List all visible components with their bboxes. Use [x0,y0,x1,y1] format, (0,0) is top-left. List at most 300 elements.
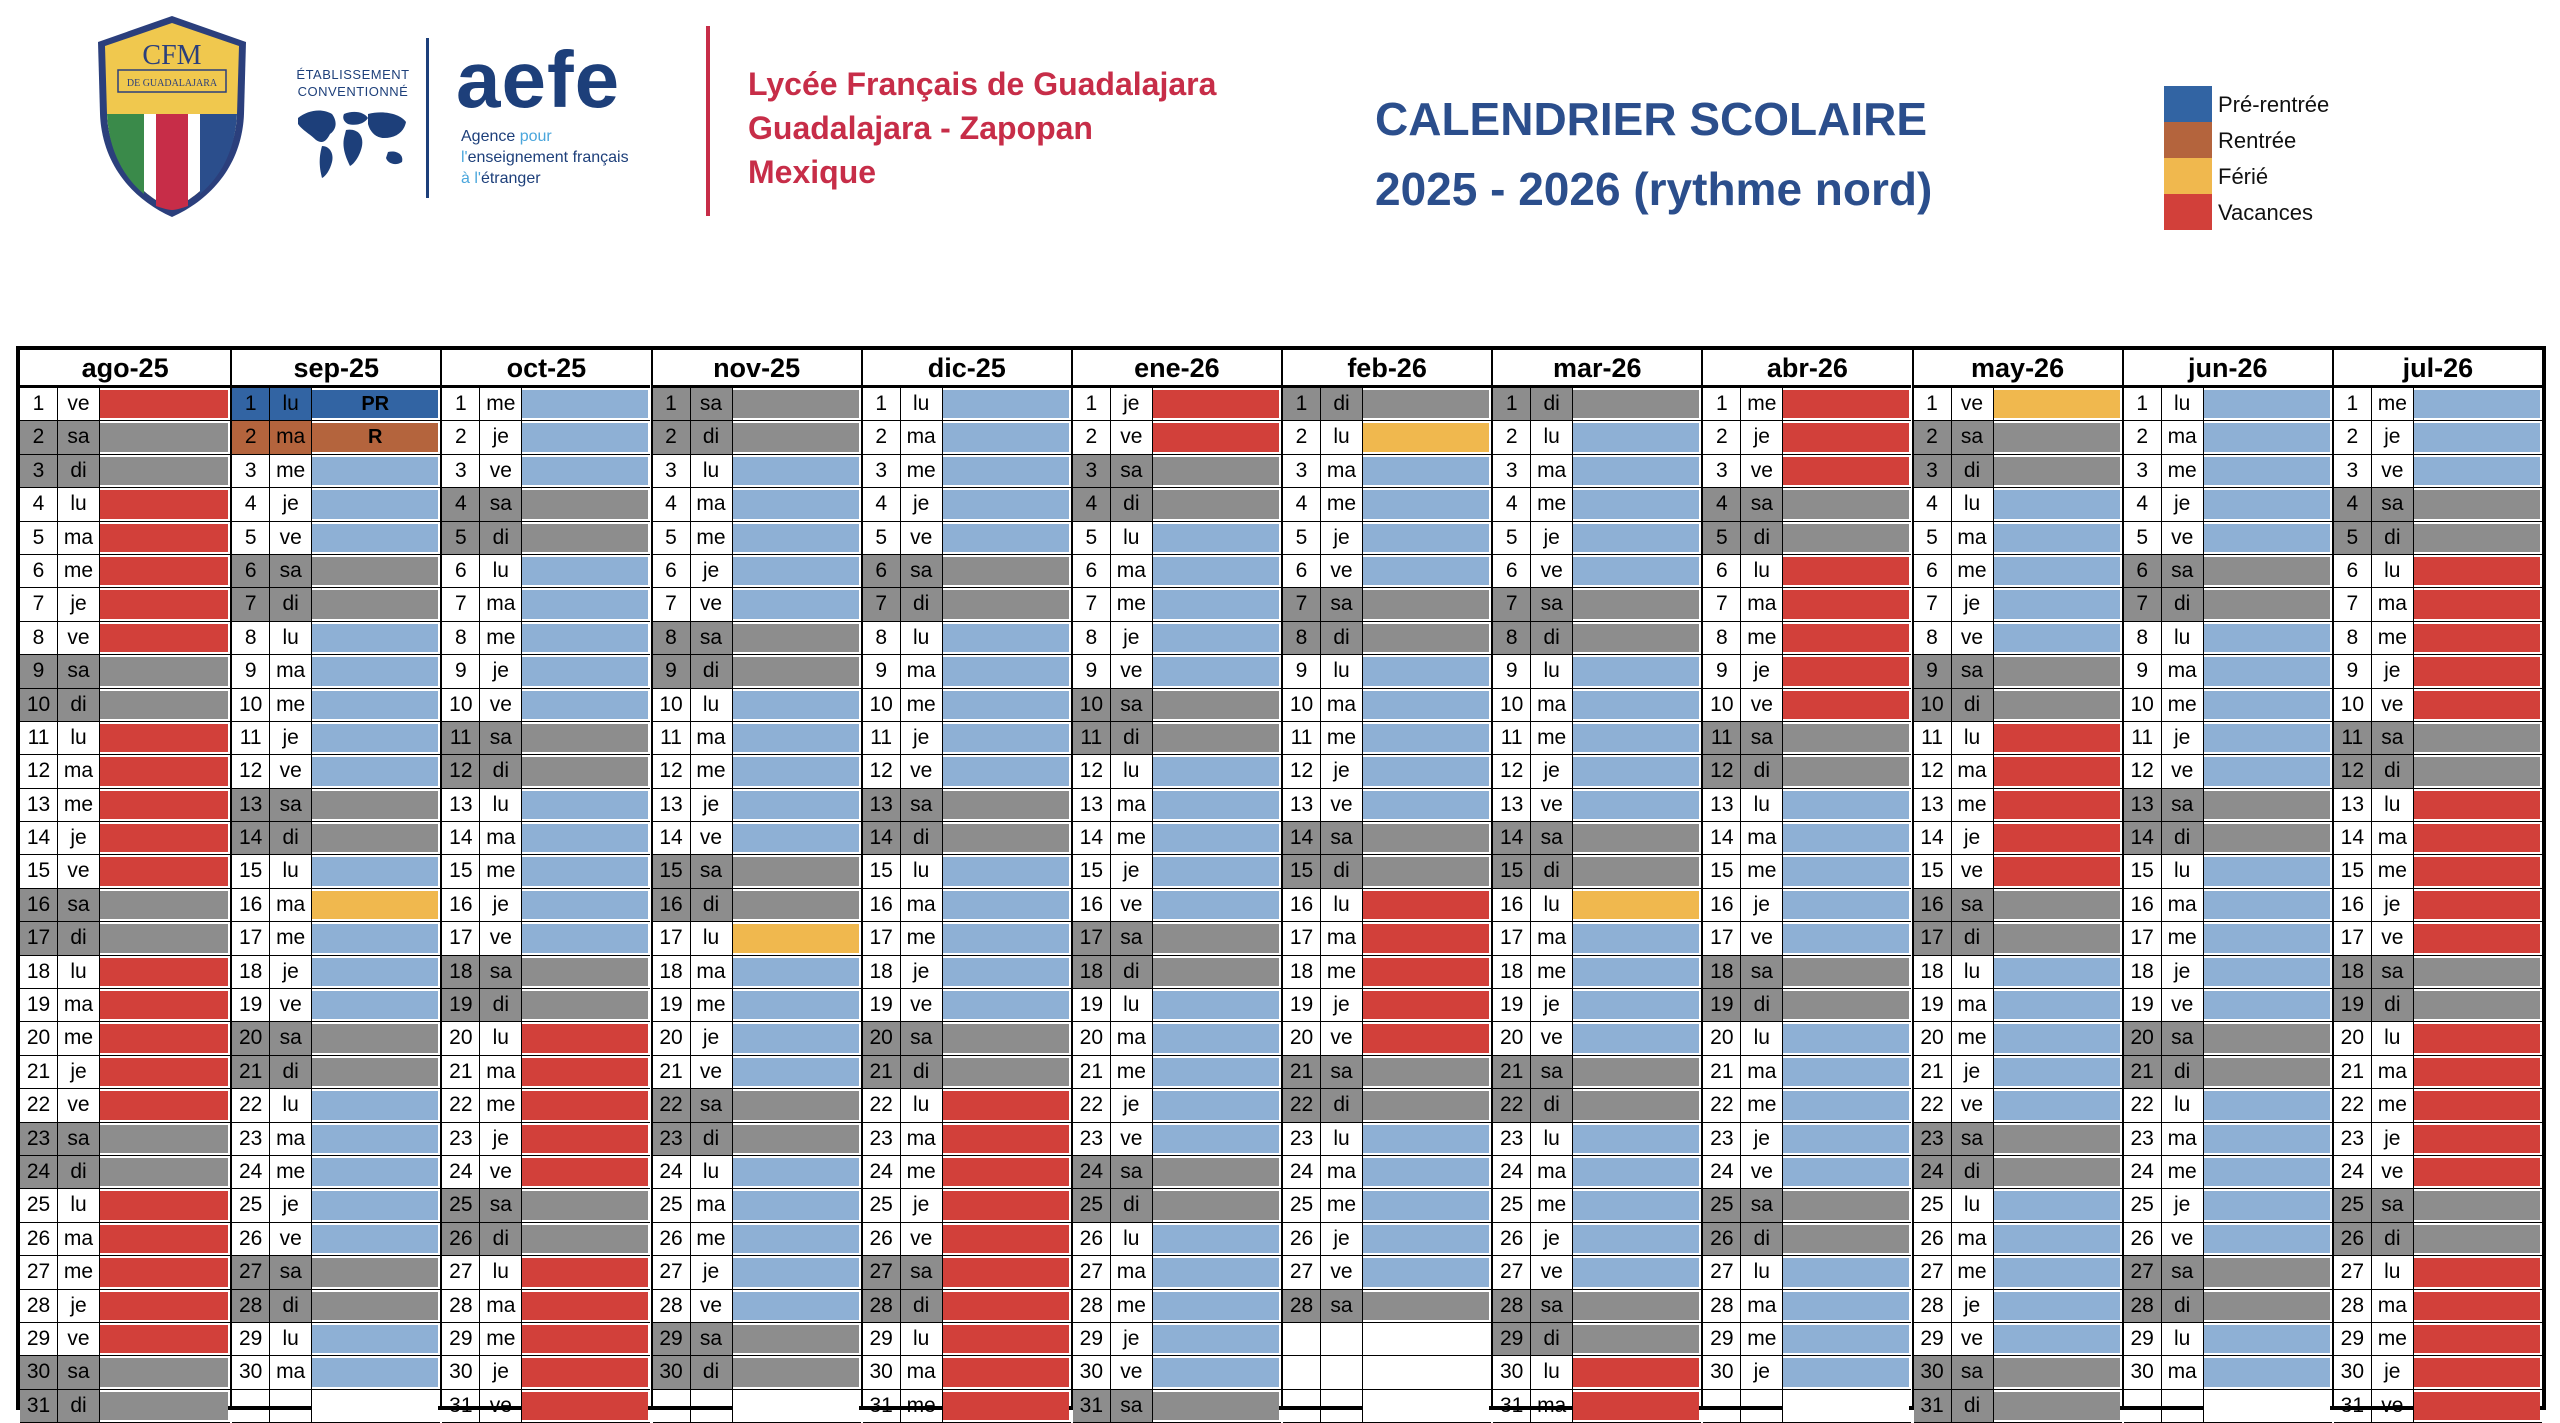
day-number: 12 [2124,755,2162,787]
day-row [1914,1056,2122,1089]
day-number: 10 [653,689,691,721]
day-status-weekend [2414,1225,2540,1253]
day-weekday: di [1741,755,1783,787]
day-number: 28 [1073,1290,1111,1322]
day-row [232,488,440,521]
school-line3: Mexique [748,154,877,190]
month-column-mar-26 [1491,350,1701,1417]
day-row [2334,789,2542,822]
day-row [232,555,440,588]
day-weekday: sa [1741,722,1783,754]
day-row [653,522,861,555]
day-weekday: ve [1111,421,1153,453]
day-row [20,522,230,555]
day-row [232,655,440,688]
day-weekday: sa [58,889,100,921]
day-weekday: ve [691,1056,733,1088]
day-number: 5 [2334,522,2372,554]
day-number: 11 [2124,722,2162,754]
day-row [1914,1156,2122,1189]
day-weekday: ma [1321,455,1363,487]
day-row [2124,922,2332,955]
day-row [1914,1189,2122,1222]
day-number: 18 [1703,956,1741,988]
day-status-school [522,657,648,685]
day-status-school [1153,891,1279,919]
day-status-school [1153,657,1279,685]
day-status-vacances [522,1091,648,1119]
day-status-weekend [733,1125,859,1153]
day-status-vacances [100,1258,228,1286]
day-weekday: sa [1321,1056,1363,1088]
day-status-weekend [1573,624,1699,652]
day-row [1073,1022,1281,1055]
day-number: 15 [863,855,901,887]
day-status-weekend [1573,824,1699,852]
day-weekday: sa [691,1089,733,1121]
day-number: 26 [2124,1223,2162,1255]
day-row [20,889,230,922]
day-weekday: sa [1952,889,1994,921]
day-weekday: me [1531,488,1573,520]
day-row [653,1189,861,1222]
day-number: 11 [863,722,901,754]
day-status-weekend [100,924,228,952]
day-weekday: ma [1321,1156,1363,1188]
day-number: 24 [442,1156,480,1188]
day-status-vacances [2414,1258,2540,1286]
day-weekday: me [691,755,733,787]
day-weekday: di [2372,522,2414,554]
day-weekday: ve [1531,789,1573,821]
day-number: 16 [863,889,901,921]
day-number: 2 [1703,421,1741,453]
day-weekday: di [58,1156,100,1188]
day-weekday: je [2162,488,2204,520]
day-status-school [1573,1125,1699,1153]
day-number: 26 [1283,1223,1321,1255]
day-row [442,755,650,788]
day-weekday: lu [1741,1022,1783,1054]
day-status-school [312,1225,438,1253]
day-status-weekend [733,624,859,652]
aefe-tag-part: Agence [461,128,516,145]
day-status-school [943,624,1069,652]
day-number: 23 [2334,1123,2372,1155]
day-weekday: di [2372,1223,2414,1255]
day-weekday: me [901,455,943,487]
day-status-school [1994,1091,2120,1119]
day-weekday: di [270,588,312,620]
day-row [232,1123,440,1156]
day-number: 2 [1073,421,1111,453]
day-weekday: sa [58,1123,100,1155]
day-status-school [2204,490,2330,518]
day-row [1493,889,1701,922]
day-status-weekend [522,490,648,518]
day-row [1493,755,1701,788]
day-weekday: lu [2372,555,2414,587]
day-number: 13 [653,789,691,821]
day-row [2334,755,2542,788]
day-status-school [1573,1158,1699,1186]
day-weekday: me [2162,1156,2204,1188]
day-number: 6 [1914,555,1952,587]
day-row [2124,522,2332,555]
day-number: 30 [653,1356,691,1388]
day-status-school [1783,857,1909,885]
day-status-school [522,791,648,819]
day-row [1283,1056,1491,1089]
day-weekday: je [1741,1356,1783,1388]
day-status-school [1783,1125,1909,1153]
day-weekday: di [58,1390,100,1422]
day-weekday: sa [691,388,733,420]
day-row [653,1390,861,1423]
day-status-school [312,1158,438,1186]
day-row [1073,855,1281,888]
day-status-school [943,991,1069,1019]
day-row [2334,455,2542,488]
day-status-school [2204,390,2330,418]
day-status-vacances [2414,590,2540,618]
day-row [442,1022,650,1055]
day-status-school [1994,524,2120,552]
day-status-school [943,857,1069,885]
day-number: 7 [20,588,58,620]
day-number: 13 [232,789,270,821]
day-status-vacances [100,1225,228,1253]
day-status-vacances [1994,857,2120,885]
day-weekday: ve [691,822,733,854]
day-weekday: sa [2372,488,2414,520]
day-number: 19 [232,989,270,1021]
day-status-vacances [2414,1158,2540,1186]
day-weekday: me [1741,388,1783,420]
day-number: 16 [653,889,691,921]
day-weekday: lu [1952,488,1994,520]
day-weekday: di [1952,1390,1994,1422]
day-number: 16 [232,889,270,921]
day-row [1283,588,1491,621]
day-status-school [2204,1158,2330,1186]
day-number: 29 [863,1323,901,1355]
day-row [1703,1089,1911,1122]
day-number: 29 [1703,1323,1741,1355]
day-status-weekend [2204,1058,2330,1086]
day-status-weekend [1783,724,1909,752]
day-weekday: sa [691,1323,733,1355]
day-status-school [733,1225,859,1253]
day-weekday: ma [1952,1223,1994,1255]
day-weekday: me [1111,822,1153,854]
day-number: 26 [20,1223,58,1255]
day-weekday: ma [2162,1356,2204,1388]
day-number: 23 [442,1123,480,1155]
day-weekday: lu [1952,956,1994,988]
day-status-weekend [733,891,859,919]
day-status-school [943,958,1069,986]
day-number: 19 [653,989,691,1021]
day-number: 3 [2124,455,2162,487]
day-row [1073,388,1281,421]
day-number: 3 [442,455,480,487]
day-number: 24 [1073,1156,1111,1188]
day-row [1703,822,1911,855]
day-number: 19 [442,989,480,1021]
day-weekday: sa [1531,1290,1573,1322]
day-row [2124,956,2332,989]
day-row [232,1089,440,1122]
aefe-tagline [461,126,661,189]
day-status-vacances [100,724,228,752]
day-status-weekend [1363,1091,1489,1119]
day-status-school [1573,657,1699,685]
day-status-vacances [2414,1292,2540,1320]
month-title: mar-26 [1493,350,1701,388]
day-status-vacances [100,557,228,585]
day-row [653,488,861,521]
day-row [1703,889,1911,922]
day-number: 16 [1073,889,1111,921]
day-row [1703,655,1911,688]
day-weekday: ve [480,1156,522,1188]
day-status-weekend [1994,1158,2120,1186]
day-number: 7 [863,588,901,620]
day-row [2334,421,2542,454]
day-number: 3 [863,455,901,487]
day-status-school [2414,390,2540,418]
day-number: 25 [1283,1189,1321,1221]
day-row [232,822,440,855]
day-status-weekend [100,1158,228,1186]
day-weekday: me [1741,1089,1783,1121]
day-status-school [733,457,859,485]
day-row [1493,855,1701,888]
day-weekday: sa [58,1356,100,1388]
day-status-school [2204,891,2330,919]
day-row [232,1156,440,1189]
day-number: 19 [1493,989,1531,1021]
day-weekday-empty [2162,1390,2204,1422]
day-number: 22 [1283,1089,1321,1121]
day-weekday: ve [1952,1089,1994,1121]
day-row [2124,622,2332,655]
day-row [1283,488,1491,521]
day-weekday: me [901,1156,943,1188]
day-row [1703,1290,1911,1323]
day-status-weekend [943,557,1069,585]
day-status-vacances [943,1158,1069,1186]
day-number: 1 [442,388,480,420]
day-status-vacances [100,1091,228,1119]
day-status-vacances [943,1225,1069,1253]
day-number: 10 [20,689,58,721]
day-row [1073,455,1281,488]
day-weekday: di [58,455,100,487]
day-weekday: je [58,822,100,854]
day-number: 4 [653,488,691,520]
day-number: 16 [20,889,58,921]
day-weekday: di [1111,488,1153,520]
day-number: 15 [1073,855,1111,887]
day-number: 27 [1283,1256,1321,1288]
day-weekday: lu [691,922,733,954]
day-row [1283,1089,1491,1122]
day-status-school [1573,524,1699,552]
day-row [20,855,230,888]
day-weekday: di [691,1123,733,1155]
day-row [1283,689,1491,722]
day-status-weekend [1573,1058,1699,1086]
day-number: 26 [1073,1223,1111,1255]
day-weekday: ma [58,755,100,787]
day-number: 17 [2124,922,2162,954]
day-number: 10 [863,689,901,721]
day-number: 8 [1073,622,1111,654]
day-row [1073,789,1281,822]
day-status-school [1783,1091,1909,1119]
day-weekday: ma [1952,989,1994,1021]
day-status-school [1783,1058,1909,1086]
day-status-vacances [2414,791,2540,819]
day-status-school [522,557,648,585]
day-row [1283,1356,1491,1389]
day-weekday-empty [270,1390,312,1422]
day-weekday: di [1111,1189,1153,1221]
day-status-school [1994,1225,2120,1253]
day-number: 17 [863,922,901,954]
day-number: 27 [1493,1256,1531,1288]
day-row [1073,1356,1281,1389]
day-weekday: di [901,822,943,854]
day-number: 30 [1073,1356,1111,1388]
day-weekday: me [1952,1022,1994,1054]
day-number: 13 [1703,789,1741,821]
day-number: 18 [1493,956,1531,988]
day-weekday: je [270,722,312,754]
day-status-school [1363,524,1489,552]
day-number: 22 [1703,1089,1741,1121]
legend-swatch [2164,158,2212,194]
day-number: 6 [1703,555,1741,587]
day-number: 27 [863,1256,901,1288]
day-number: 7 [2334,588,2372,620]
day-number: 25 [20,1189,58,1221]
day-status-school [733,991,859,1019]
day-row [2124,789,2332,822]
day-weekday: di [691,889,733,921]
day-weekday: ma [901,1123,943,1155]
month-column-ene-26 [1071,350,1281,1417]
day-weekday: lu [270,1323,312,1355]
day-row [442,1123,650,1156]
day-row [20,789,230,822]
day-status-vacances [100,824,228,852]
day-weekday: lu [2162,388,2204,420]
day-status-school [1153,791,1279,819]
day-row [2124,1056,2332,1089]
day-weekday: di [1111,722,1153,754]
day-row [863,1323,1071,1356]
day-status-vacances [2414,1392,2540,1420]
day-row [442,1390,650,1423]
day-number: 30 [20,1356,58,1388]
day-weekday: je [1531,755,1573,787]
day-row [1073,622,1281,655]
day-number: 21 [1073,1056,1111,1088]
day-row [2124,555,2332,588]
month-column-may-26 [1912,350,2122,1417]
day-weekday: me [2372,622,2414,654]
day-number: 29 [20,1323,58,1355]
day-status-weekend [100,691,228,719]
day-number: 22 [232,1089,270,1121]
day-number: 5 [232,522,270,554]
day-status-school [312,490,438,518]
day-number: 28 [2124,1290,2162,1322]
day-row [2124,421,2332,454]
day-row [863,555,1071,588]
month-column-abr-26 [1701,350,1911,1406]
day-number: 24 [2124,1156,2162,1188]
day-status-vacances [522,1058,648,1086]
day-row [2124,1290,2332,1323]
day-row [1703,689,1911,722]
day-row [1493,1089,1701,1122]
day-weekday: je [58,588,100,620]
day-number: 30 [232,1356,270,1388]
day-row [863,622,1071,655]
day-weekday: sa [1531,1056,1573,1088]
day-number: 19 [1914,989,1952,1021]
day-number: 8 [1914,622,1952,654]
day-status-school [2204,857,2330,885]
day-row [442,956,650,989]
month-column-ago-25 [20,350,230,1417]
day-weekday: ve [58,1323,100,1355]
day-number: 4 [442,488,480,520]
day-number: 1 [1283,388,1321,420]
day-status-school [943,524,1069,552]
day-row [1073,1089,1281,1122]
day-status-vacances [943,1358,1069,1386]
day-number: 23 [232,1123,270,1155]
day-row [2124,1356,2332,1389]
day-row [20,922,230,955]
day-number: 13 [2124,789,2162,821]
day-row [2124,722,2332,755]
day-row [20,1022,230,1055]
day-status-vacances [1994,824,2120,852]
day-weekday: je [1952,1056,1994,1088]
day-status-empty [2204,1392,2330,1420]
day-status-weekend [1783,1191,1909,1219]
day-number: 30 [1914,1356,1952,1388]
day-row [2124,1189,2332,1222]
day-number: 4 [1283,488,1321,520]
day-weekday: lu [691,455,733,487]
day-status-school [522,891,648,919]
day-number: 28 [232,1290,270,1322]
day-status-school [312,657,438,685]
aefe-divider [426,38,429,198]
day-number: 6 [232,555,270,587]
day-row [863,588,1071,621]
day-row [232,522,440,555]
day-number: 24 [1283,1156,1321,1188]
day-row [1493,1390,1701,1423]
